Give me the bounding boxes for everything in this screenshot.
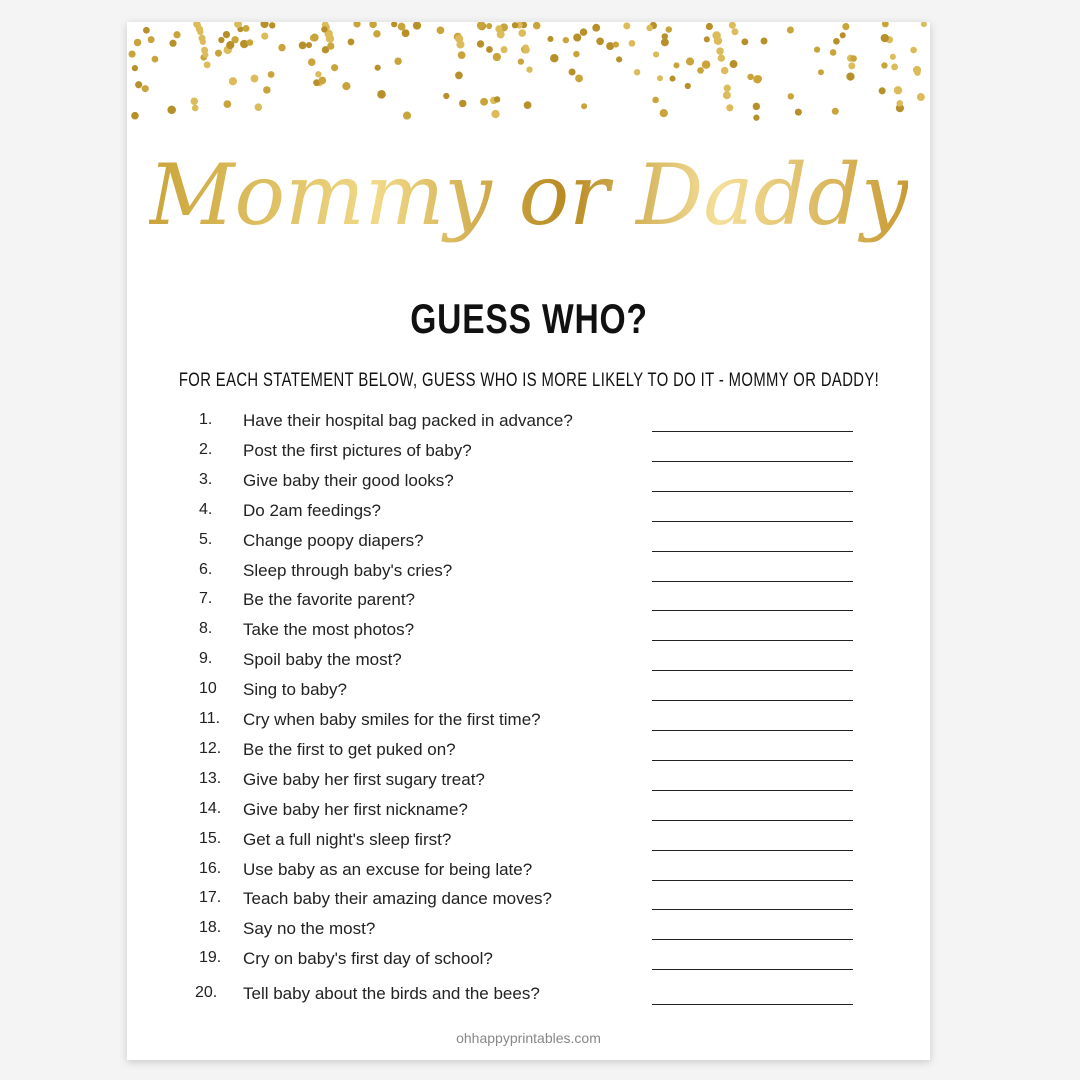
gold-dot [394,57,401,64]
answer-line[interactable] [652,969,853,970]
gold-dot [310,34,317,41]
question-text: Be the first to get puked on? [243,739,456,759]
question-number: 7. [199,590,213,608]
question-row [127,531,930,561]
gold-dot [788,93,794,99]
gold-dot [231,36,238,43]
gold-dot [299,41,307,49]
gold-dot [814,47,820,53]
question-number: 8. [199,620,213,638]
question-number: 10 [199,680,217,698]
question-row [127,411,930,441]
gold-dot [373,30,380,37]
gold-dot [563,37,569,43]
gold-dot [306,42,312,48]
gold-dot [148,36,155,43]
question-text: Do 2am feedings? [243,500,381,520]
question-row [127,889,930,919]
answer-line[interactable] [652,640,853,641]
question-text: Give baby her first sugary treat? [243,769,485,789]
gold-dot [606,42,614,50]
gold-dot [896,100,903,107]
gold-dot [704,36,710,42]
question-text: Be the favorite parent? [243,590,416,610]
gold-dot [623,22,630,29]
gold-dot [218,37,224,43]
gold-dot [223,31,230,38]
gold-dot [634,69,641,76]
printable-page [127,22,930,1060]
question-text: Cry on baby's first day of school? [243,949,493,969]
gold-dot [846,72,854,80]
question-number: 13. [199,769,222,787]
question-number: 20. [195,984,218,1002]
gold-dot [569,68,576,75]
gold-dot [260,22,268,28]
gold-dot [413,22,421,30]
gold-dot [197,29,203,35]
question-text: Get a full night's sleep first? [243,829,452,849]
gold-dot [342,82,350,90]
answer-line[interactable] [652,431,853,432]
gold-dot [308,58,316,66]
gold-dot [247,39,254,46]
answer-line[interactable] [652,850,853,851]
gold-dot [131,112,139,120]
question-number: 4. [199,500,213,518]
gold-dot [268,71,275,78]
gold-dot [575,75,583,83]
gold-dot [917,93,925,101]
gold-dot [661,38,669,46]
question-text: Teach baby their amazing dance moves? [243,889,553,909]
question-number: 11. [199,710,221,727]
gold-dot [914,70,920,76]
gold-dot [251,75,259,83]
question-text: Give baby their good looks? [243,470,454,490]
gold-dot [173,31,180,38]
gold-dot [881,62,887,68]
gold-dot [142,85,149,92]
question-row [127,590,930,620]
question-text: Sing to baby? [243,680,347,700]
answer-line[interactable] [652,820,853,821]
gold-dot [646,25,653,32]
gold-dot [879,87,886,94]
gold-dot [315,71,321,77]
footer-website: ohhappyprintables.com [456,1030,601,1046]
gold-dot [613,41,619,47]
answer-line[interactable] [652,880,853,881]
answer-line[interactable] [652,790,853,791]
gold-dot [653,51,659,57]
question-row [127,471,930,501]
gold-dot [518,59,524,65]
question-row [127,680,930,710]
answer-line[interactable] [652,730,853,731]
gold-dot [795,109,802,116]
question-number: 14. [199,799,222,817]
gold-dot [375,65,381,71]
gold-dot [512,22,518,28]
gold-dot [721,67,728,74]
gold-dot [261,32,268,39]
gold-dot [910,47,917,54]
gold-dot [706,23,713,30]
instructions: FOR EACH STATEMENT BELOW, GUESS WHO IS MORE LIKELY TO DO IT - MOMMY OR DADDY! [178,370,879,391]
question-row [127,620,930,650]
gold-dot [319,77,327,85]
gold-dot [132,65,138,71]
answer-line[interactable] [652,760,853,761]
gold-dot [134,39,142,47]
gold-dot [458,51,466,59]
gold-dot [192,105,199,112]
page-title: Mommy or Daddy [149,140,909,250]
answer-line[interactable] [652,461,853,462]
question-row [127,860,930,890]
question-row [127,949,930,979]
gold-confetti-dots [127,22,930,132]
question-row [127,740,930,770]
gold-dot [331,64,338,71]
gold-dot [669,76,675,82]
gold-dot [890,54,896,60]
answer-line[interactable] [652,521,853,522]
gold-dot [666,26,673,33]
gold-dot [143,27,150,34]
gold-dot [657,75,663,81]
gold-dot [526,66,532,72]
gold-dot [761,37,768,44]
gold-dot [524,101,532,109]
gold-dot [547,36,553,42]
question-number: 15. [199,829,222,847]
question-text: Use baby as an excuse for being late? [243,859,533,879]
gold-dot [263,86,270,93]
gold-dot [894,86,902,94]
question-number: 1. [199,411,213,428]
gold-dot [732,28,739,35]
gold-dot [724,85,731,92]
gold-dot [840,32,846,38]
gold-dot [842,23,849,30]
gold-dot [660,109,668,117]
gold-dot [673,62,679,68]
question-text: Change poopy diapers? [243,530,424,550]
question-row [127,984,930,1014]
question-number: 2. [199,440,213,458]
gold-dot [169,40,176,47]
question-text: Have their hospital bag packed in advance? [243,411,573,430]
gold-dot [255,103,263,111]
gold-dot [456,40,464,48]
answer-line[interactable] [652,610,853,611]
gold-dot [229,77,237,85]
gold-dot [326,35,334,43]
gold-dot [480,98,488,106]
question-number: 16. [199,859,222,877]
answer-line[interactable] [652,581,853,582]
question-number: 5. [199,530,213,548]
gold-dot [135,81,142,88]
question-number: 9. [199,650,213,668]
gold-dot [327,42,334,49]
answer-line[interactable] [652,909,853,910]
question-number: 6. [199,560,213,578]
gold-dot [403,112,411,120]
gold-dot [592,24,600,32]
gold-dot [832,108,839,115]
question-text: Say no the most? [243,919,376,939]
gold-dot [573,33,581,41]
answer-line[interactable] [652,939,853,940]
question-number: 19. [199,949,222,967]
answer-line[interactable] [652,551,853,552]
gold-dot [753,103,760,110]
gold-dot [921,22,927,27]
gold-dot [152,56,159,63]
gold-dot [697,67,704,74]
gold-dot [501,46,508,53]
question-text: Tell baby about the birds and the bees? [243,984,540,1004]
gold-dot [848,62,855,69]
question-text: Spoil baby the most? [243,650,402,670]
gold-dot [726,104,733,111]
gold-dot [202,52,208,58]
question-number: 17. [199,889,222,907]
gold-dot [200,39,206,45]
gold-dot [269,22,275,28]
gold-dot [850,55,857,62]
gold-dot [747,74,754,81]
gold-dot [573,51,579,57]
question-row [127,501,930,531]
gold-dot [167,106,176,115]
gold-dot [729,22,736,29]
question-number: 12. [199,739,222,757]
gold-dot [348,39,355,46]
gold-dot [881,34,889,42]
gold-dot [685,83,691,89]
question-row [127,800,930,830]
gold-dot [533,22,541,29]
answer-line[interactable] [652,700,853,701]
gold-dot [486,23,492,29]
gold-dot [437,26,445,34]
gold-dot [686,57,694,65]
gold-dot [224,100,232,108]
gold-dot [723,91,731,99]
gold-dot [730,60,738,68]
gold-dot [787,27,794,34]
question-number: 3. [199,470,213,488]
subtitle: GUESS WHO? [409,295,648,342]
gold-dot [580,28,588,36]
gold-dot [491,110,499,118]
gold-dot [204,61,211,68]
question-text: Cry when baby smiles for the first time? [243,710,541,729]
question-text: Take the most photos? [243,620,415,640]
gold-dot [398,23,406,31]
gold-dot [443,93,449,99]
gold-dot [522,46,529,53]
question-text: Post the first pictures of baby? [243,440,472,460]
gold-dot [191,98,199,106]
gold-dot [369,22,377,28]
gold-dot [377,90,386,99]
gold-dot [753,75,761,83]
gold-dot [833,38,840,45]
gold-dot [494,96,500,102]
answer-line[interactable] [652,670,853,671]
question-row [127,919,930,949]
question-row [127,770,930,800]
question-number: 18. [199,919,222,937]
gold-dot [518,29,526,37]
gold-dot [741,38,748,45]
gold-dot [652,97,659,104]
gold-dot [550,54,558,62]
gold-dot [402,29,410,37]
question-row [127,830,930,860]
gold-dot [129,50,136,57]
gold-dot [321,26,327,32]
gold-dot [477,40,484,47]
gold-dot [718,54,725,61]
gold-dot [493,53,501,61]
question-row [127,650,930,680]
gold-dot [882,22,889,27]
question-text: Give baby her first nickname? [243,799,468,819]
gold-dot [629,40,636,47]
gold-dot [486,46,493,53]
question-row [127,441,930,471]
gold-dot [353,22,360,28]
question-row [127,710,930,740]
gold-dot [830,49,837,56]
gold-dot [714,37,722,45]
gold-dot [215,50,222,57]
gold-dot [459,100,466,107]
gold-dot [278,44,285,51]
gold-dot [818,69,824,75]
question-row [127,561,930,591]
gold-dot [391,22,397,27]
gold-dot [753,115,759,121]
gold-dot [455,72,463,80]
gold-dot [716,47,723,54]
gold-dot [616,56,622,62]
question-text: Sleep through baby's cries? [243,560,453,580]
gold-dot [596,37,604,45]
answer-line[interactable] [652,1004,853,1005]
gold-dot [497,30,505,38]
gold-dot [891,64,898,71]
gold-dot [243,25,250,32]
gold-dot [702,60,711,69]
gold-dot [581,103,587,109]
answer-line[interactable] [652,491,853,492]
